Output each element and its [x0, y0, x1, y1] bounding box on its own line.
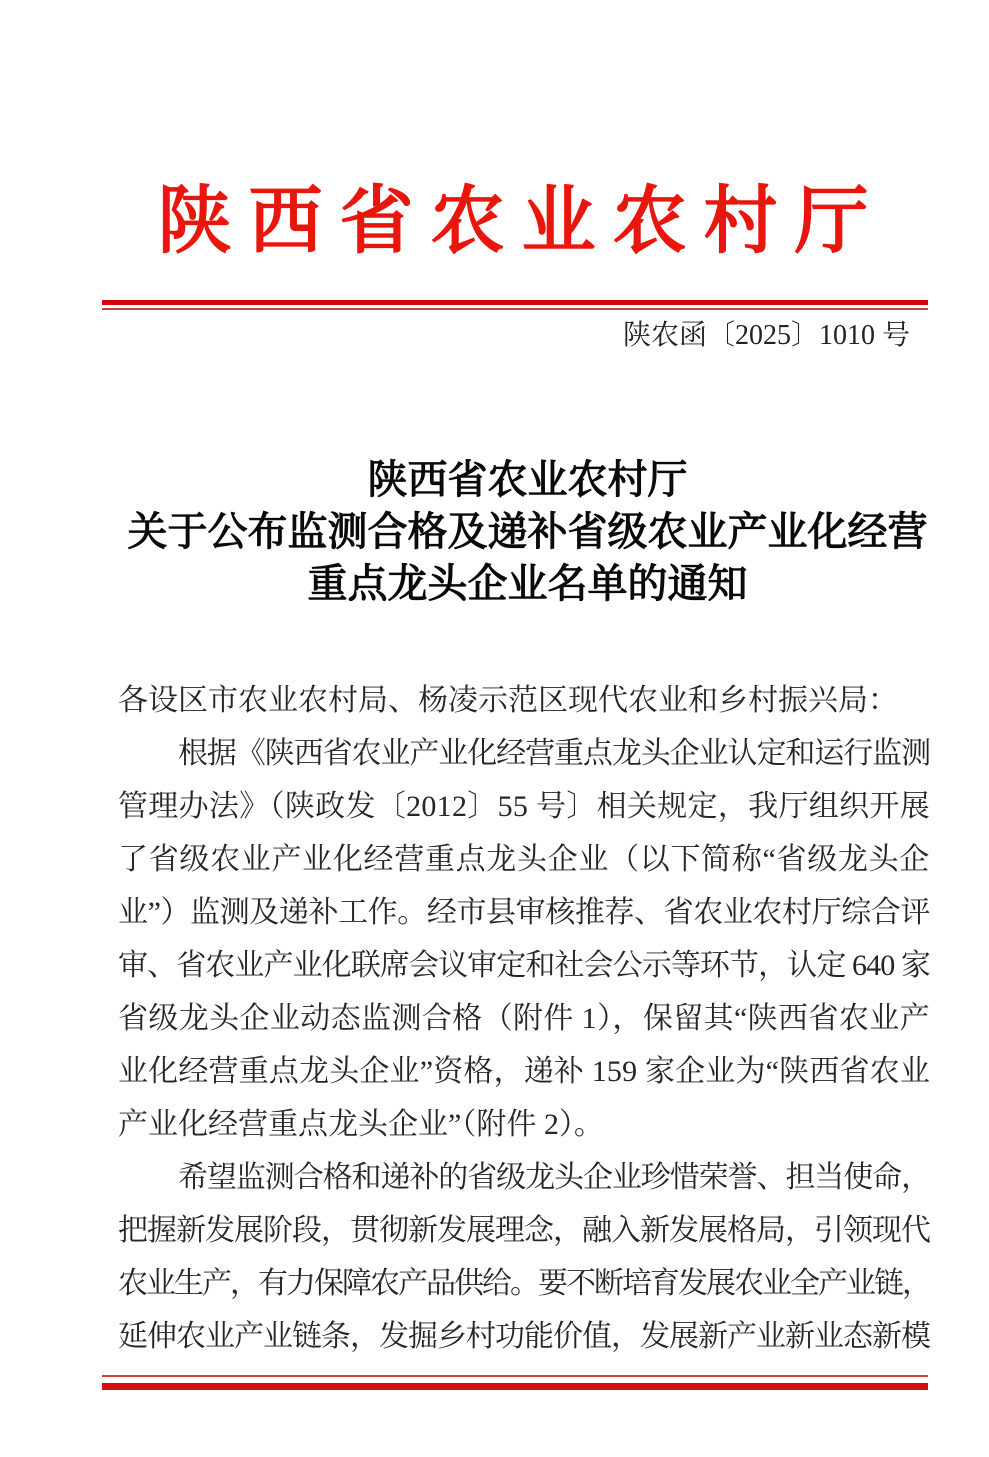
- document-title-line2: 关于公布监测合格及递补省级农业产业化经营: [127, 509, 928, 554]
- document-title-line1: 陕西省农业农村厅: [367, 457, 688, 502]
- body-line-text: 农业生产，有力保障农产品供给。要不断培育发展农业全产业链，: [118, 1267, 930, 1300]
- body-line: [118, 1151, 930, 1204]
- letterhead-agency-name: 陕西省农业农村厅: [157, 181, 886, 263]
- body-line-text: 延伸农业产业链条，发掘乡村功能价值，发展新产业新业态新模: [118, 1320, 930, 1353]
- salutation-line: [118, 674, 930, 727]
- body-line: [118, 727, 930, 780]
- body-line: [118, 992, 930, 1045]
- letterhead-rule-thin: [102, 308, 928, 310]
- body-line-text: 根据《陕西省农业产业化经营重点龙头企业认定和运行监测: [178, 737, 930, 770]
- document-title-line3: 重点龙头企业名单的通知: [307, 561, 748, 606]
- body-line-text: 把握新发展阶段，贯彻新发展理念，融入新发展格局，引领现代: [118, 1214, 930, 1247]
- body-line: [118, 1045, 930, 1098]
- body-line: [118, 780, 930, 833]
- body-paragraph-lines: [118, 727, 930, 1363]
- salutation-text: 各设区市农业农村局、杨凌示范区现代农业和乡村振兴局：: [118, 684, 898, 717]
- body-line-text: 审、省农业产业化联席会议审定和社会公示等环节，认定 640 家: [118, 949, 930, 982]
- body-line: [118, 1204, 930, 1257]
- body-line: [118, 833, 930, 886]
- body-line-text: 管理办法》（陕政发〔2012〕55 号〕相关规定，我厅组织开展: [118, 790, 930, 823]
- document-body: [118, 674, 930, 1363]
- body-line: [118, 886, 930, 939]
- footer-rule-thick: [102, 1383, 928, 1390]
- body-line: [118, 1310, 930, 1363]
- body-line-text: 业”）监测及递补工作。经市县审核推荐、省农业农村厅综合评: [118, 896, 930, 929]
- body-line-text: 产业化经营重点龙头企业”（附件 2）。: [118, 1108, 604, 1141]
- body-line-text: 希望监测合格和递补的省级龙头企业珍惜荣誉、担当使命，: [178, 1161, 930, 1194]
- body-line: [118, 1257, 930, 1310]
- body-line: [118, 939, 930, 992]
- footer-rule-thin: [102, 1375, 928, 1377]
- body-line-text: 省级龙头企业动态监测合格（附件 1），保留其“陕西省农业产: [118, 1002, 930, 1035]
- body-line-text: 业化经营重点龙头企业”资格，递补 159 家企业为“陕西省农业: [118, 1055, 930, 1088]
- document-number: 陕农函〔2025〕1010 号: [622, 320, 910, 351]
- document-title: [115, 454, 940, 610]
- letterhead-rule-thick: [102, 300, 928, 305]
- body-line: [118, 1098, 930, 1151]
- body-line-text: 了省级农业产业化经营重点龙头企业（以下简称“省级龙头企: [118, 843, 930, 876]
